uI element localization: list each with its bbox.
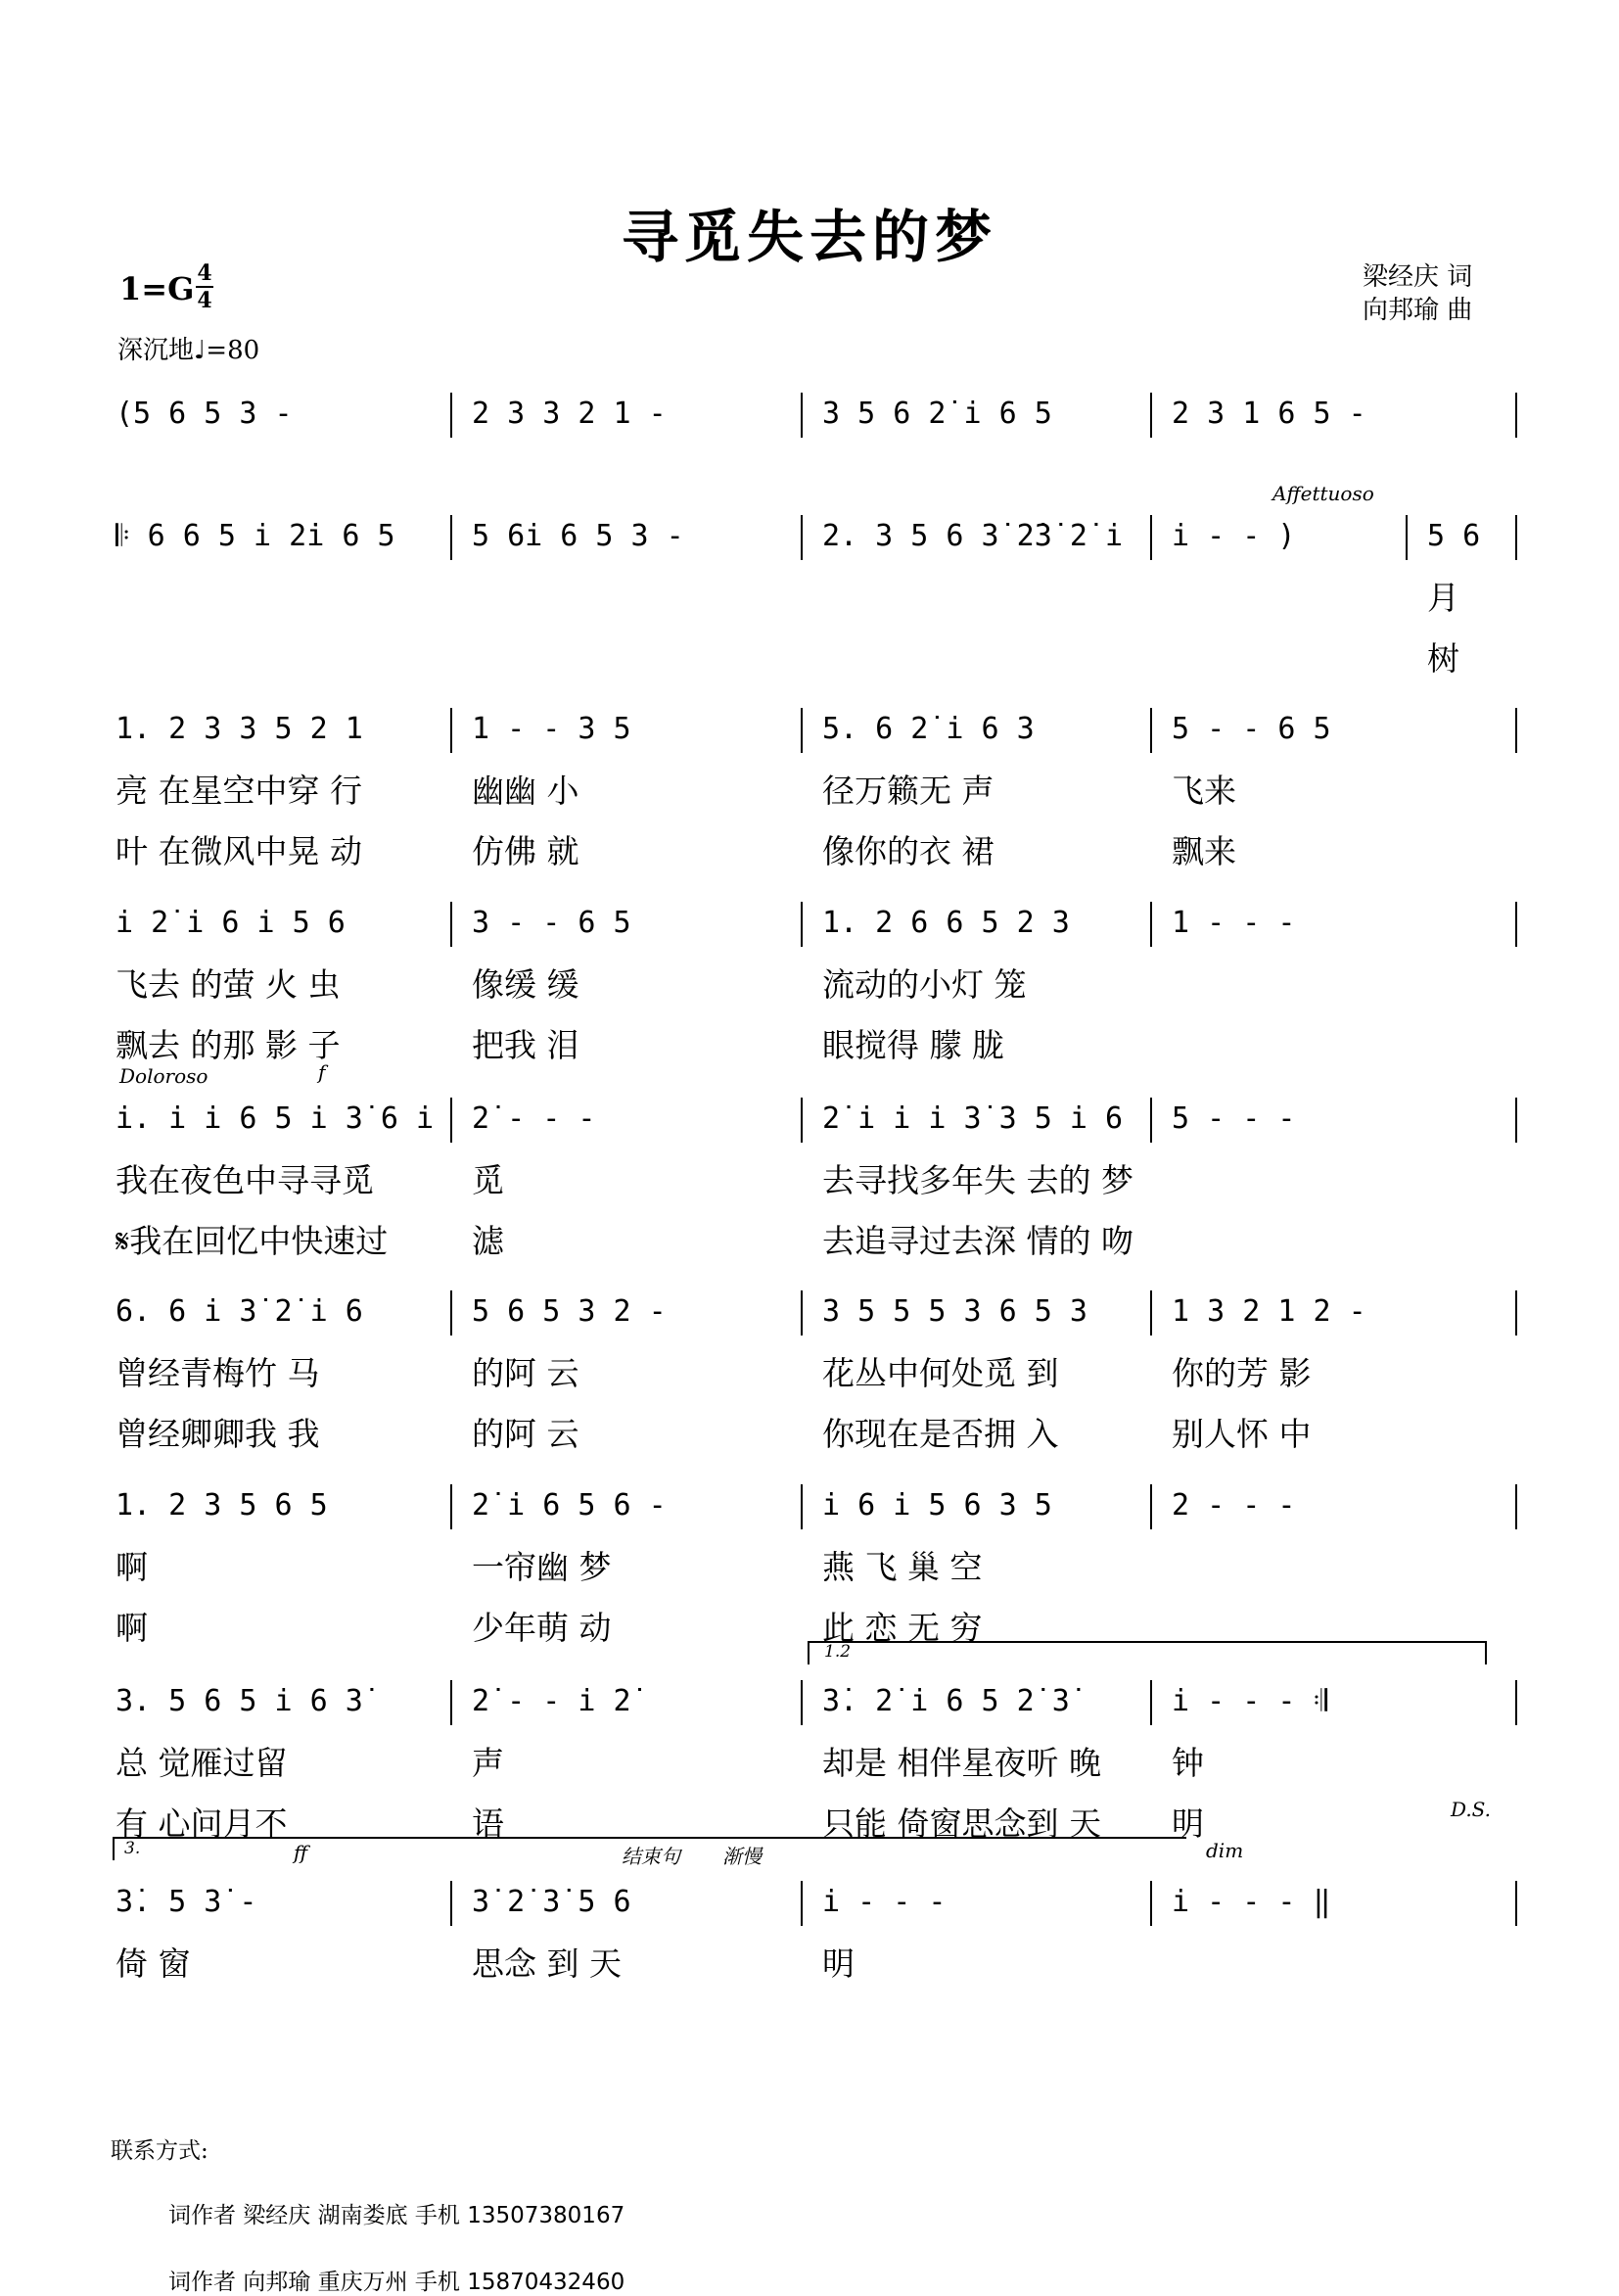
- barline: [1150, 902, 1152, 947]
- lyricist-credit: 梁经庆 词: [1363, 262, 1473, 292]
- lyric-text: 眼搅得 朦 胧: [822, 1026, 1004, 1064]
- lyric-text: 花丛中何处觅 到: [822, 1354, 1059, 1392]
- lyric-text: 明: [822, 1945, 855, 1983]
- expr-ff: ff: [294, 1841, 308, 1864]
- measure-notes: 5. 6 2̇ i 6 3: [822, 712, 1035, 746]
- expr-affettuoso: Affettuoso: [1272, 482, 1374, 505]
- measure-notes: 3. 5 6 5 i 6 3̇: [116, 1684, 363, 1718]
- lyric-text: 飘去 的那 影 子: [116, 1026, 341, 1064]
- barline-end: [1515, 902, 1517, 947]
- lyric-text: 倚 窗: [116, 1945, 191, 1983]
- lyric-text: 曾经青梅竹 马: [116, 1354, 320, 1392]
- measure-notes: 2̇ - - i 2̇: [472, 1684, 631, 1718]
- barline-end: [1515, 708, 1517, 753]
- measure-notes: i - - -: [822, 1885, 947, 1919]
- barline: [801, 708, 803, 753]
- expr-ending-phrase: 结束句: [622, 1845, 680, 1868]
- lyric-text: 像缓 缓: [472, 965, 579, 1004]
- measure-notes: 𝄆 6 6 5 i 2̇i 6 5: [116, 519, 395, 553]
- volta-bracket-1-2: [808, 1641, 1487, 1664]
- lyric-text: 的阿 云: [472, 1354, 579, 1392]
- barline: [1150, 1680, 1152, 1725]
- lyric-text: 月: [1427, 579, 1459, 617]
- barline: [1150, 393, 1152, 438]
- barline: [801, 1881, 803, 1926]
- tempo-value: =80: [206, 336, 260, 365]
- measure-notes: i - - - ‖: [1172, 1885, 1331, 1919]
- barline: [450, 515, 452, 560]
- barline: [801, 1680, 803, 1725]
- barline: [450, 393, 452, 438]
- barline: [1406, 515, 1408, 560]
- barline-end: [1515, 1881, 1517, 1926]
- measure-notes: 5 6 5 3 2 -: [472, 1294, 667, 1329]
- lyric-text: 流动的小灯 笼: [822, 965, 1027, 1004]
- lyric-text: 飘来: [1172, 832, 1236, 870]
- lyric-text: 有 心问月不: [116, 1804, 288, 1843]
- lyric-text: 觅: [472, 1161, 504, 1199]
- measure-notes: 3̇. 2̇ i 6 5 2̇ 3̇: [822, 1684, 1070, 1718]
- barline: [450, 1484, 452, 1529]
- measure-notes: 3̇ 2̇ 3̇ 5 6: [472, 1885, 631, 1919]
- contact-heading: 联系方式:: [111, 2138, 208, 2164]
- barline: [450, 902, 452, 947]
- expr-rit: 渐慢: [722, 1845, 762, 1868]
- measure-notes: 3 5 6 2̇ i 6 5: [822, 397, 1052, 431]
- measure-notes: 1. 2 3 5 6 5: [116, 1488, 328, 1523]
- lyric-text: 幽幽 小: [472, 772, 579, 810]
- time-signature-top: 4: [197, 260, 212, 286]
- lyric-text: 语: [472, 1804, 504, 1843]
- lyric-text: 燕 飞 巢 空: [822, 1548, 983, 1586]
- tempo-text: 深沉地: [117, 336, 195, 365]
- lyric-text: 飞来: [1172, 772, 1236, 810]
- barline-end: [1515, 393, 1517, 438]
- time-signature: [196, 260, 213, 313]
- lyric-text: 滤: [472, 1222, 504, 1260]
- measure-notes: 3 5 5 5 3 6 5 3: [822, 1294, 1087, 1329]
- measure-notes: 3 - - 6 5: [472, 906, 631, 940]
- lyric-text: 你的芳 影: [1172, 1354, 1312, 1392]
- barline: [801, 902, 803, 947]
- measure-notes: 1. 2 6 6 5 2 3: [822, 906, 1070, 940]
- lyric-text: 思念 到 天: [472, 1945, 622, 1983]
- page-title: 寻觅失去的梦: [621, 204, 997, 270]
- measure-notes: 1 - - 3 5: [472, 712, 631, 746]
- barline: [1150, 1484, 1152, 1529]
- expr-dim: dim: [1206, 1839, 1244, 1862]
- measure-notes: 2 3 1 6 5 -: [1172, 397, 1366, 431]
- lyric-text: 明: [1172, 1804, 1204, 1843]
- measure-notes: 6. 6 i 3̇ 2̇ i 6: [116, 1294, 363, 1329]
- expr-doloroso: Doloroso: [119, 1064, 208, 1088]
- barline-end: [1515, 1680, 1517, 1725]
- barline-end: [1515, 1484, 1517, 1529]
- measure-notes: 5 - - 6 5: [1172, 712, 1331, 746]
- measure-notes: 2 3 3 2 1 -: [472, 397, 667, 431]
- key-text: 1=G: [119, 270, 195, 307]
- measure-notes: 1 - - -: [1172, 906, 1296, 940]
- barline: [450, 1680, 452, 1725]
- measure-notes: (5 6 5 3 -: [116, 397, 293, 431]
- measure-notes: 2. 3 5 6 3̇ 2̇3̇ 2̇ i: [822, 519, 1124, 553]
- barline: [801, 515, 803, 560]
- lyric-text: 曾经卿卿我 我: [116, 1415, 320, 1453]
- lyric-text: 却是 相伴星夜听 晚: [822, 1744, 1101, 1782]
- barline-end: [1515, 1290, 1517, 1335]
- lyric-text: 我在夜色中寻寻觅: [116, 1161, 374, 1199]
- lyric-text: 径万籁无 声: [822, 772, 995, 810]
- lyric-text: 你现在是否拥 入: [822, 1415, 1059, 1453]
- measure-notes: 2̇ i 6 5 6 -: [472, 1488, 667, 1523]
- measure-notes: 2 - - -: [1172, 1488, 1296, 1523]
- barline: [1150, 1290, 1152, 1335]
- lyric-text: 只能 倚窗思念到 天: [822, 1804, 1101, 1843]
- lyric-text: 啊: [116, 1609, 148, 1647]
- lyric-text: 去寻找多年失 去的 梦: [822, 1161, 1133, 1199]
- barline: [1150, 515, 1152, 560]
- barline: [450, 708, 452, 753]
- lyric-text: 别人怀 中: [1172, 1415, 1312, 1453]
- barline-end: [1515, 1098, 1517, 1143]
- lyric-text: 少年萌 动: [472, 1609, 612, 1647]
- lyric-text: 亮 在星空中穿 行: [116, 772, 362, 810]
- measure-notes: 1 3 2 1 2 -: [1172, 1294, 1366, 1329]
- expr-ds: D.S.: [1451, 1798, 1492, 1821]
- lyric-text: 钟: [1172, 1744, 1204, 1782]
- measure-notes: i 2̇ i 6 i 5 6: [116, 906, 346, 940]
- measure-notes: 5 6: [1427, 519, 1481, 553]
- lyric-text: 去追寻过去深 情的 吻: [822, 1222, 1133, 1260]
- volta-1-2: 1.2: [824, 1642, 852, 1662]
- measure-notes: 2̇ - - -: [472, 1101, 596, 1136]
- barline: [1150, 1098, 1152, 1143]
- lyric-text: 一帘幽 梦: [472, 1548, 612, 1586]
- lyric-text: 叶 在微风中晃 动: [116, 832, 362, 870]
- lyric-text: 仿佛 就: [472, 832, 579, 870]
- lyric-text: 啊: [116, 1548, 148, 1586]
- contact-line: 词作者 梁经庆 湖南娄底 手机 13507380167: [168, 2203, 625, 2228]
- barline: [801, 393, 803, 438]
- barline: [450, 1290, 452, 1335]
- measure-notes: i. i i 6 5 i 3̇ 6 i: [116, 1101, 435, 1136]
- barline: [1150, 708, 1152, 753]
- lyric-text: 声: [472, 1744, 504, 1782]
- volta-bracket-3: [113, 1837, 1186, 1860]
- lyric-text: 把我 泪: [472, 1026, 579, 1064]
- volta-3: 3.: [124, 1839, 141, 1858]
- lyric-text: 总 觉雁过留: [116, 1744, 288, 1782]
- barline: [801, 1290, 803, 1335]
- barline: [801, 1098, 803, 1143]
- measure-notes: 1. 2 3 3 5 2 1: [116, 712, 363, 746]
- composer-credit: 向邦瑜 曲: [1363, 296, 1473, 325]
- barline: [1150, 1881, 1152, 1926]
- quarter-note-icon: ♩: [194, 336, 207, 365]
- measure-notes: i - - - 𝄇: [1172, 1684, 1328, 1718]
- lyric-text: 𝄋我在回忆中快速过: [116, 1222, 389, 1260]
- lyric-text: 此 恋 无 穷: [822, 1609, 983, 1647]
- barline: [801, 1484, 803, 1529]
- expr-f: f: [318, 1060, 326, 1084]
- lyric-text: 的阿 云: [472, 1415, 579, 1453]
- time-signature-bottom: 4: [197, 288, 212, 313]
- measure-notes: i 6 i 5 6 3 5: [822, 1488, 1052, 1523]
- key-signature: [119, 270, 194, 307]
- lyric-text: 树: [1427, 639, 1459, 678]
- lyric-text: 像你的衣 裙: [822, 832, 995, 870]
- measure-notes: i - - ): [1172, 519, 1296, 553]
- measure-notes: 2̇ i i i 3̇ 3 5 i 6: [822, 1101, 1124, 1136]
- credits: [1363, 260, 1472, 327]
- barline: [450, 1098, 452, 1143]
- barline-end: [1515, 515, 1517, 560]
- measure-notes: 3̇. 5 3̇ -: [116, 1885, 257, 1919]
- lyric-text: 飞去 的萤 火 虫: [116, 965, 341, 1004]
- contact-line: 词作者 向邦瑜 重庆万州 手机 15870432460: [168, 2270, 625, 2295]
- measure-notes: 5 - - -: [1172, 1101, 1296, 1136]
- barline: [450, 1881, 452, 1926]
- measure-notes: 5 6i 6 5 3 -: [472, 519, 684, 553]
- tempo-marking: [117, 330, 259, 366]
